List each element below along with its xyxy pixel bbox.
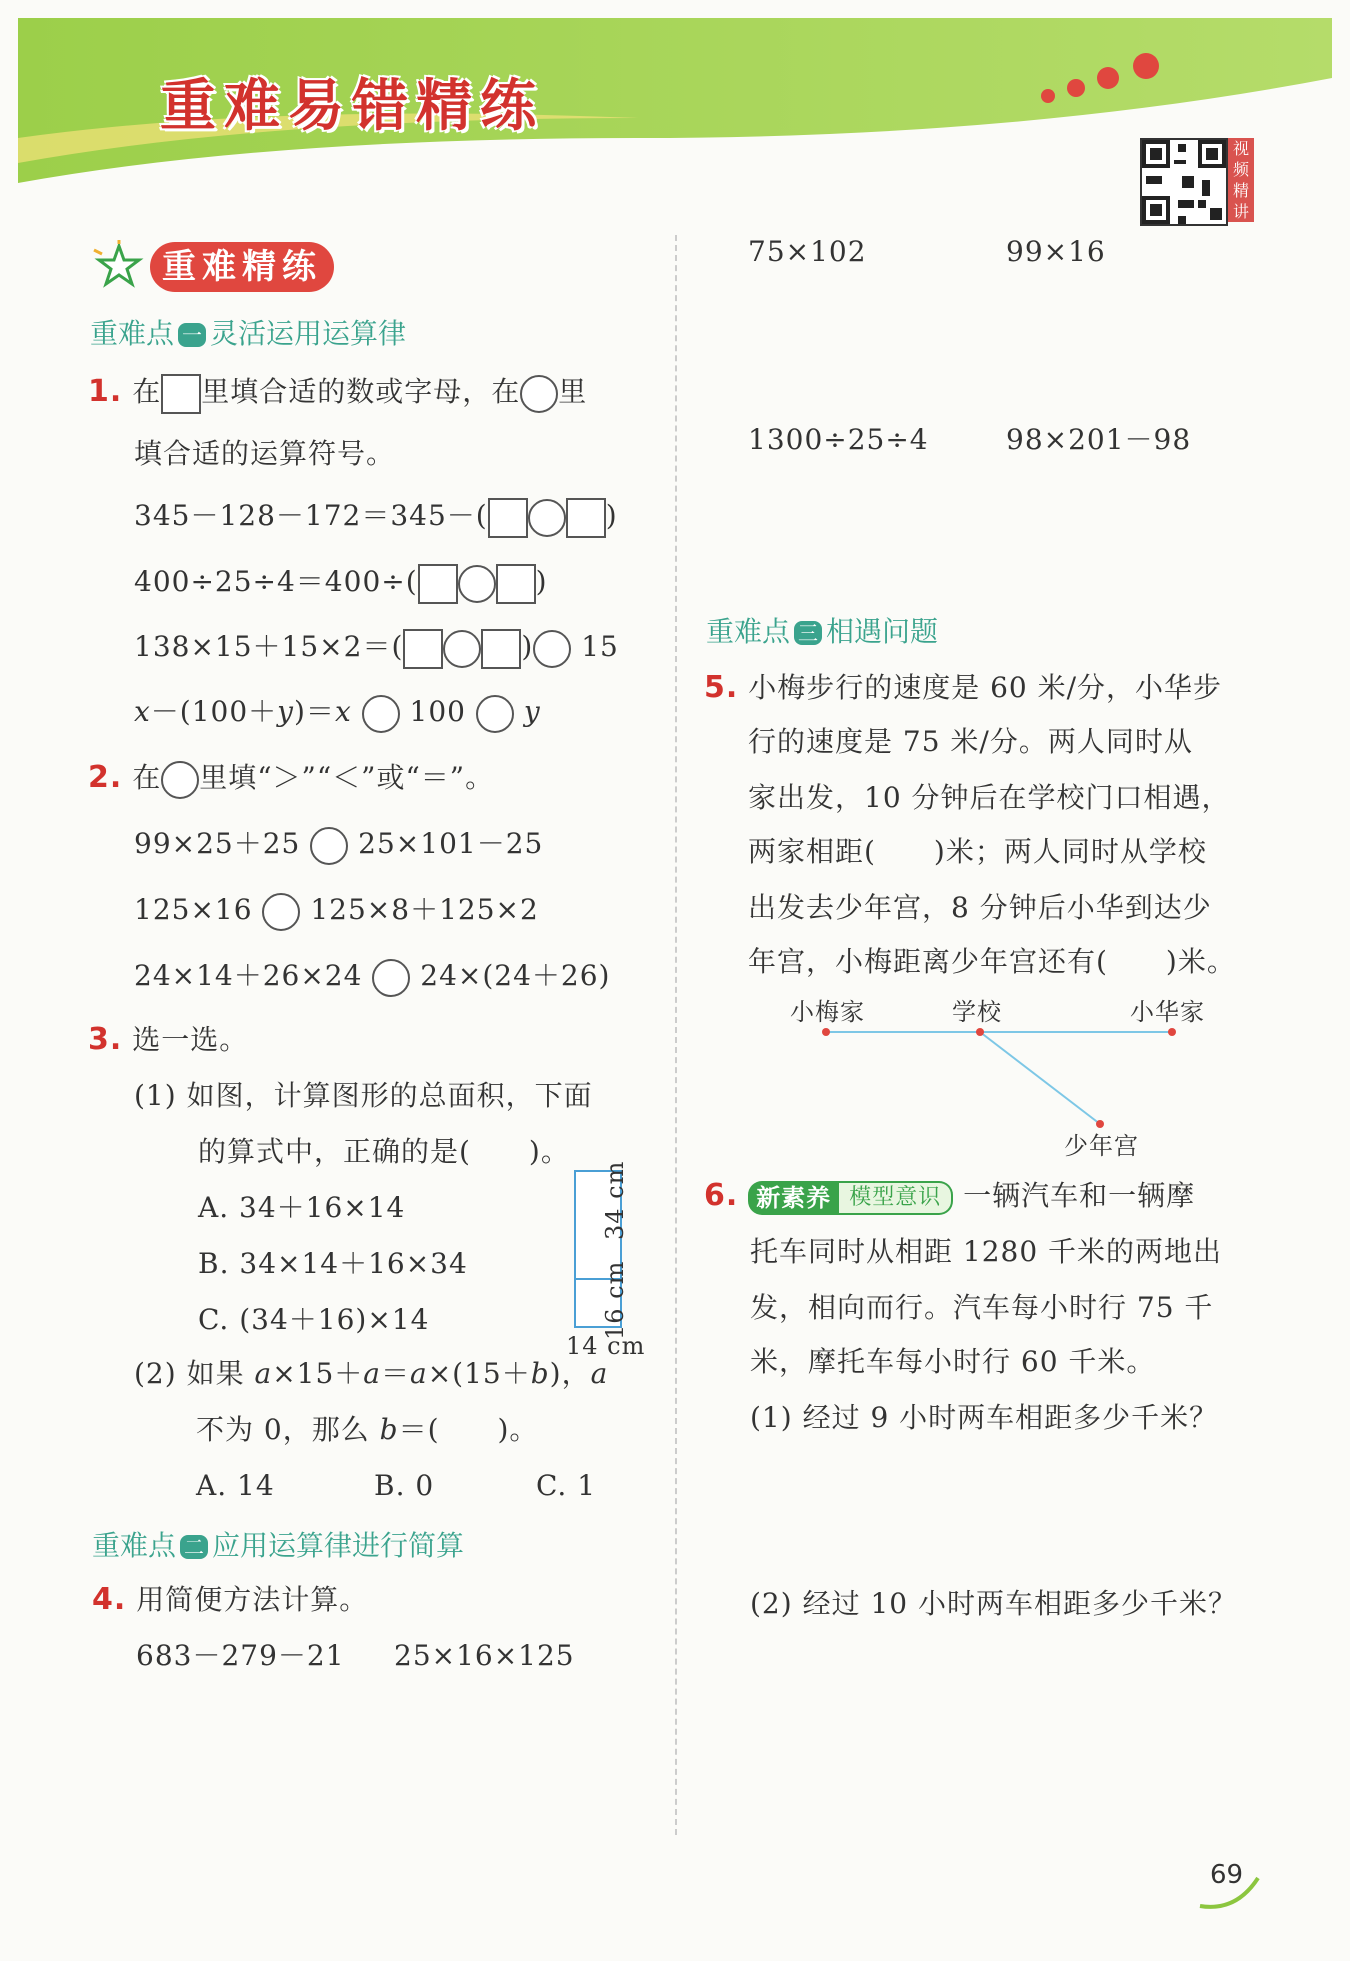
question-number: 4. (92, 1582, 127, 1617)
question-5-line-3: 家出发，10 分钟后在学校门口相遇， (748, 781, 1231, 814)
q3-option2-a[interactable]: A. 14 (196, 1469, 275, 1502)
page-title: 重难易错精练 (160, 74, 544, 139)
model-awareness-tag: 模型意识 (839, 1181, 953, 1215)
q1-line-3: 138×15＋15×2＝( ) 15 (134, 627, 619, 669)
question-6-sub-1: (1) 经过 9 小时两车相距多少千米？ (750, 1401, 1219, 1434)
qr-label: 视频精讲 (1228, 138, 1254, 222)
question-6-line-3: 发，相向而行。汽车每小时行 75 千 (750, 1291, 1214, 1324)
question-1-stem-cont: 填合适的运算符号。 (134, 437, 396, 470)
section-badge: 重难精练 (150, 242, 334, 292)
key-point-2 (92, 1524, 464, 1564)
answer-circle[interactable] (310, 827, 348, 865)
qr-code-icon[interactable] (1140, 138, 1228, 226)
q4-expr-5: 1300÷25÷4 (748, 423, 929, 456)
q4-expr-6: 98×201－98 (1006, 423, 1192, 456)
q2-row-2: 125×16 125×8＋125×2 (134, 890, 539, 931)
question-5-line-1: 5. 小梅步行的速度是 60 米/分，小华步 (704, 670, 1223, 705)
key-point-number: 二 (180, 1535, 208, 1559)
answer-circle[interactable] (528, 499, 566, 537)
dot-3 (1097, 67, 1119, 89)
question-number: 3. (88, 1022, 123, 1057)
question-6-line-2: 托车同时从相距 1280 千米的两地出 (750, 1235, 1223, 1268)
key-point-label: 重难点 (90, 317, 175, 350)
question-number: 2. (88, 760, 123, 795)
question-1-stem: 1. 在 里填合适的数或字母，在 里 (88, 372, 587, 414)
answer-box[interactable] (418, 564, 458, 604)
q2-row-1: 99×25＋25 25×101－25 (134, 824, 543, 865)
key-point-title: 相遇问题 (826, 615, 939, 648)
figure-height-16: 16 cm (601, 1260, 629, 1340)
answer-box[interactable] (403, 629, 443, 669)
answer-box[interactable] (488, 498, 528, 538)
key-point-label: 重难点 (92, 1529, 177, 1562)
question-number: 1. (88, 374, 123, 409)
map-label-xiaomei-home: 小梅家 (790, 998, 865, 1026)
dot-4 (1133, 53, 1159, 79)
q4-expr-4: 99×16 (1006, 235, 1106, 268)
dot-1 (1041, 89, 1055, 103)
q3-option2-b[interactable]: B. 0 (374, 1469, 435, 1502)
literacy-tag: 新素养 (748, 1181, 839, 1215)
question-6-sub-2: (2) 经过 10 小时两车相距多少千米？ (750, 1587, 1237, 1620)
q3-option-c[interactable]: C. (34＋16)×14 (198, 1303, 430, 1336)
question-2-stem: 2. 在 里填“＞”“＜”或“＝”。 (88, 758, 494, 799)
answer-circle[interactable] (476, 695, 514, 733)
column-divider (675, 235, 677, 1835)
question-number: 5. (704, 670, 739, 705)
answer-box[interactable] (566, 498, 606, 538)
q3-option-b[interactable]: B. 34×14＋16×34 (198, 1247, 468, 1280)
question-number: 6. (704, 1178, 739, 1213)
q3-part-2: (2) 如果 a×15＋a＝a×(15＋b)，a (134, 1357, 609, 1390)
key-point-1 (90, 312, 406, 352)
figure-height-34: 34 cm (601, 1160, 629, 1240)
question-5-line-2: 行的速度是 75 米/分。两人同时从 (748, 725, 1193, 758)
q4-expr-3: 75×102 (748, 235, 867, 268)
answer-circle (161, 761, 199, 799)
key-point-title: 灵活运用运算律 (210, 317, 407, 350)
answer-box[interactable] (496, 564, 536, 604)
question-3-stem: 3. 选一选。 (88, 1022, 249, 1057)
map-label-xiaohua-home: 小华家 (1130, 998, 1205, 1026)
key-point-3 (706, 610, 938, 650)
map-label-youth-palace: 少年宫 (1064, 1132, 1139, 1160)
key-point-label: 重难点 (706, 615, 791, 648)
q3-part-2-cont: 不为 0，那么 b＝( )。 (196, 1413, 539, 1446)
answer-circle[interactable] (372, 959, 410, 997)
answer-box (161, 374, 201, 414)
answer-circle[interactable] (362, 695, 400, 733)
q3-option-a[interactable]: A. 34＋16×14 (198, 1191, 406, 1224)
q3-part-1: (1) 如图，计算图形的总面积，下面 (134, 1079, 593, 1112)
map-label-school: 学校 (952, 998, 1002, 1026)
answer-circle (520, 375, 558, 413)
q1-line-4: x－(100＋y)＝x 100 y (134, 692, 541, 733)
question-5-line-4: 两家相距( )米；两人同时从学校 (748, 835, 1207, 868)
answer-circle[interactable] (533, 630, 571, 668)
key-point-number: 三 (794, 621, 822, 645)
answer-circle[interactable] (443, 630, 481, 668)
dot-2 (1067, 79, 1085, 97)
q3-option2-c[interactable]: C. 1 (536, 1469, 597, 1502)
q4-expr-2: 25×16×125 (394, 1639, 575, 1672)
question-5-line-6: 年宫，小梅距离少年宫还有( )米。 (748, 945, 1236, 978)
question-5-line-5: 出发去少年宫，8 分钟后小华到达少 (748, 891, 1212, 924)
q3-part-1-cont: 的算式中，正确的是( )。 (198, 1135, 570, 1168)
answer-circle[interactable] (458, 565, 496, 603)
key-point-title: 应用运算律进行简算 (212, 1529, 465, 1562)
answer-circle[interactable] (262, 893, 300, 931)
question-6-line-4: 米，摩托车每小时行 60 千米。 (750, 1345, 1156, 1378)
star-icon (92, 240, 146, 290)
key-point-number: 一 (178, 323, 206, 347)
q2-row-3: 24×14＋26×24 24×(24＋26) (134, 956, 610, 997)
figure-width-14: 14 cm (566, 1332, 646, 1360)
page-number-swoosh-icon (1196, 1872, 1266, 1912)
q1-line-2: 400÷25÷4＝400÷( ) (134, 562, 548, 604)
answer-box[interactable] (481, 629, 521, 669)
q4-expr-1: 683－279－21 (136, 1639, 345, 1672)
q1-line-1: 345－128－172＝345－( ) (134, 496, 618, 538)
question-4-stem: 4. 用简便方法计算。 (92, 1582, 369, 1617)
question-6-line-1: 6. 新素养 模型意识 一辆汽车和一辆摩 (704, 1178, 1196, 1213)
page-number: 69 (1210, 1860, 1244, 1890)
